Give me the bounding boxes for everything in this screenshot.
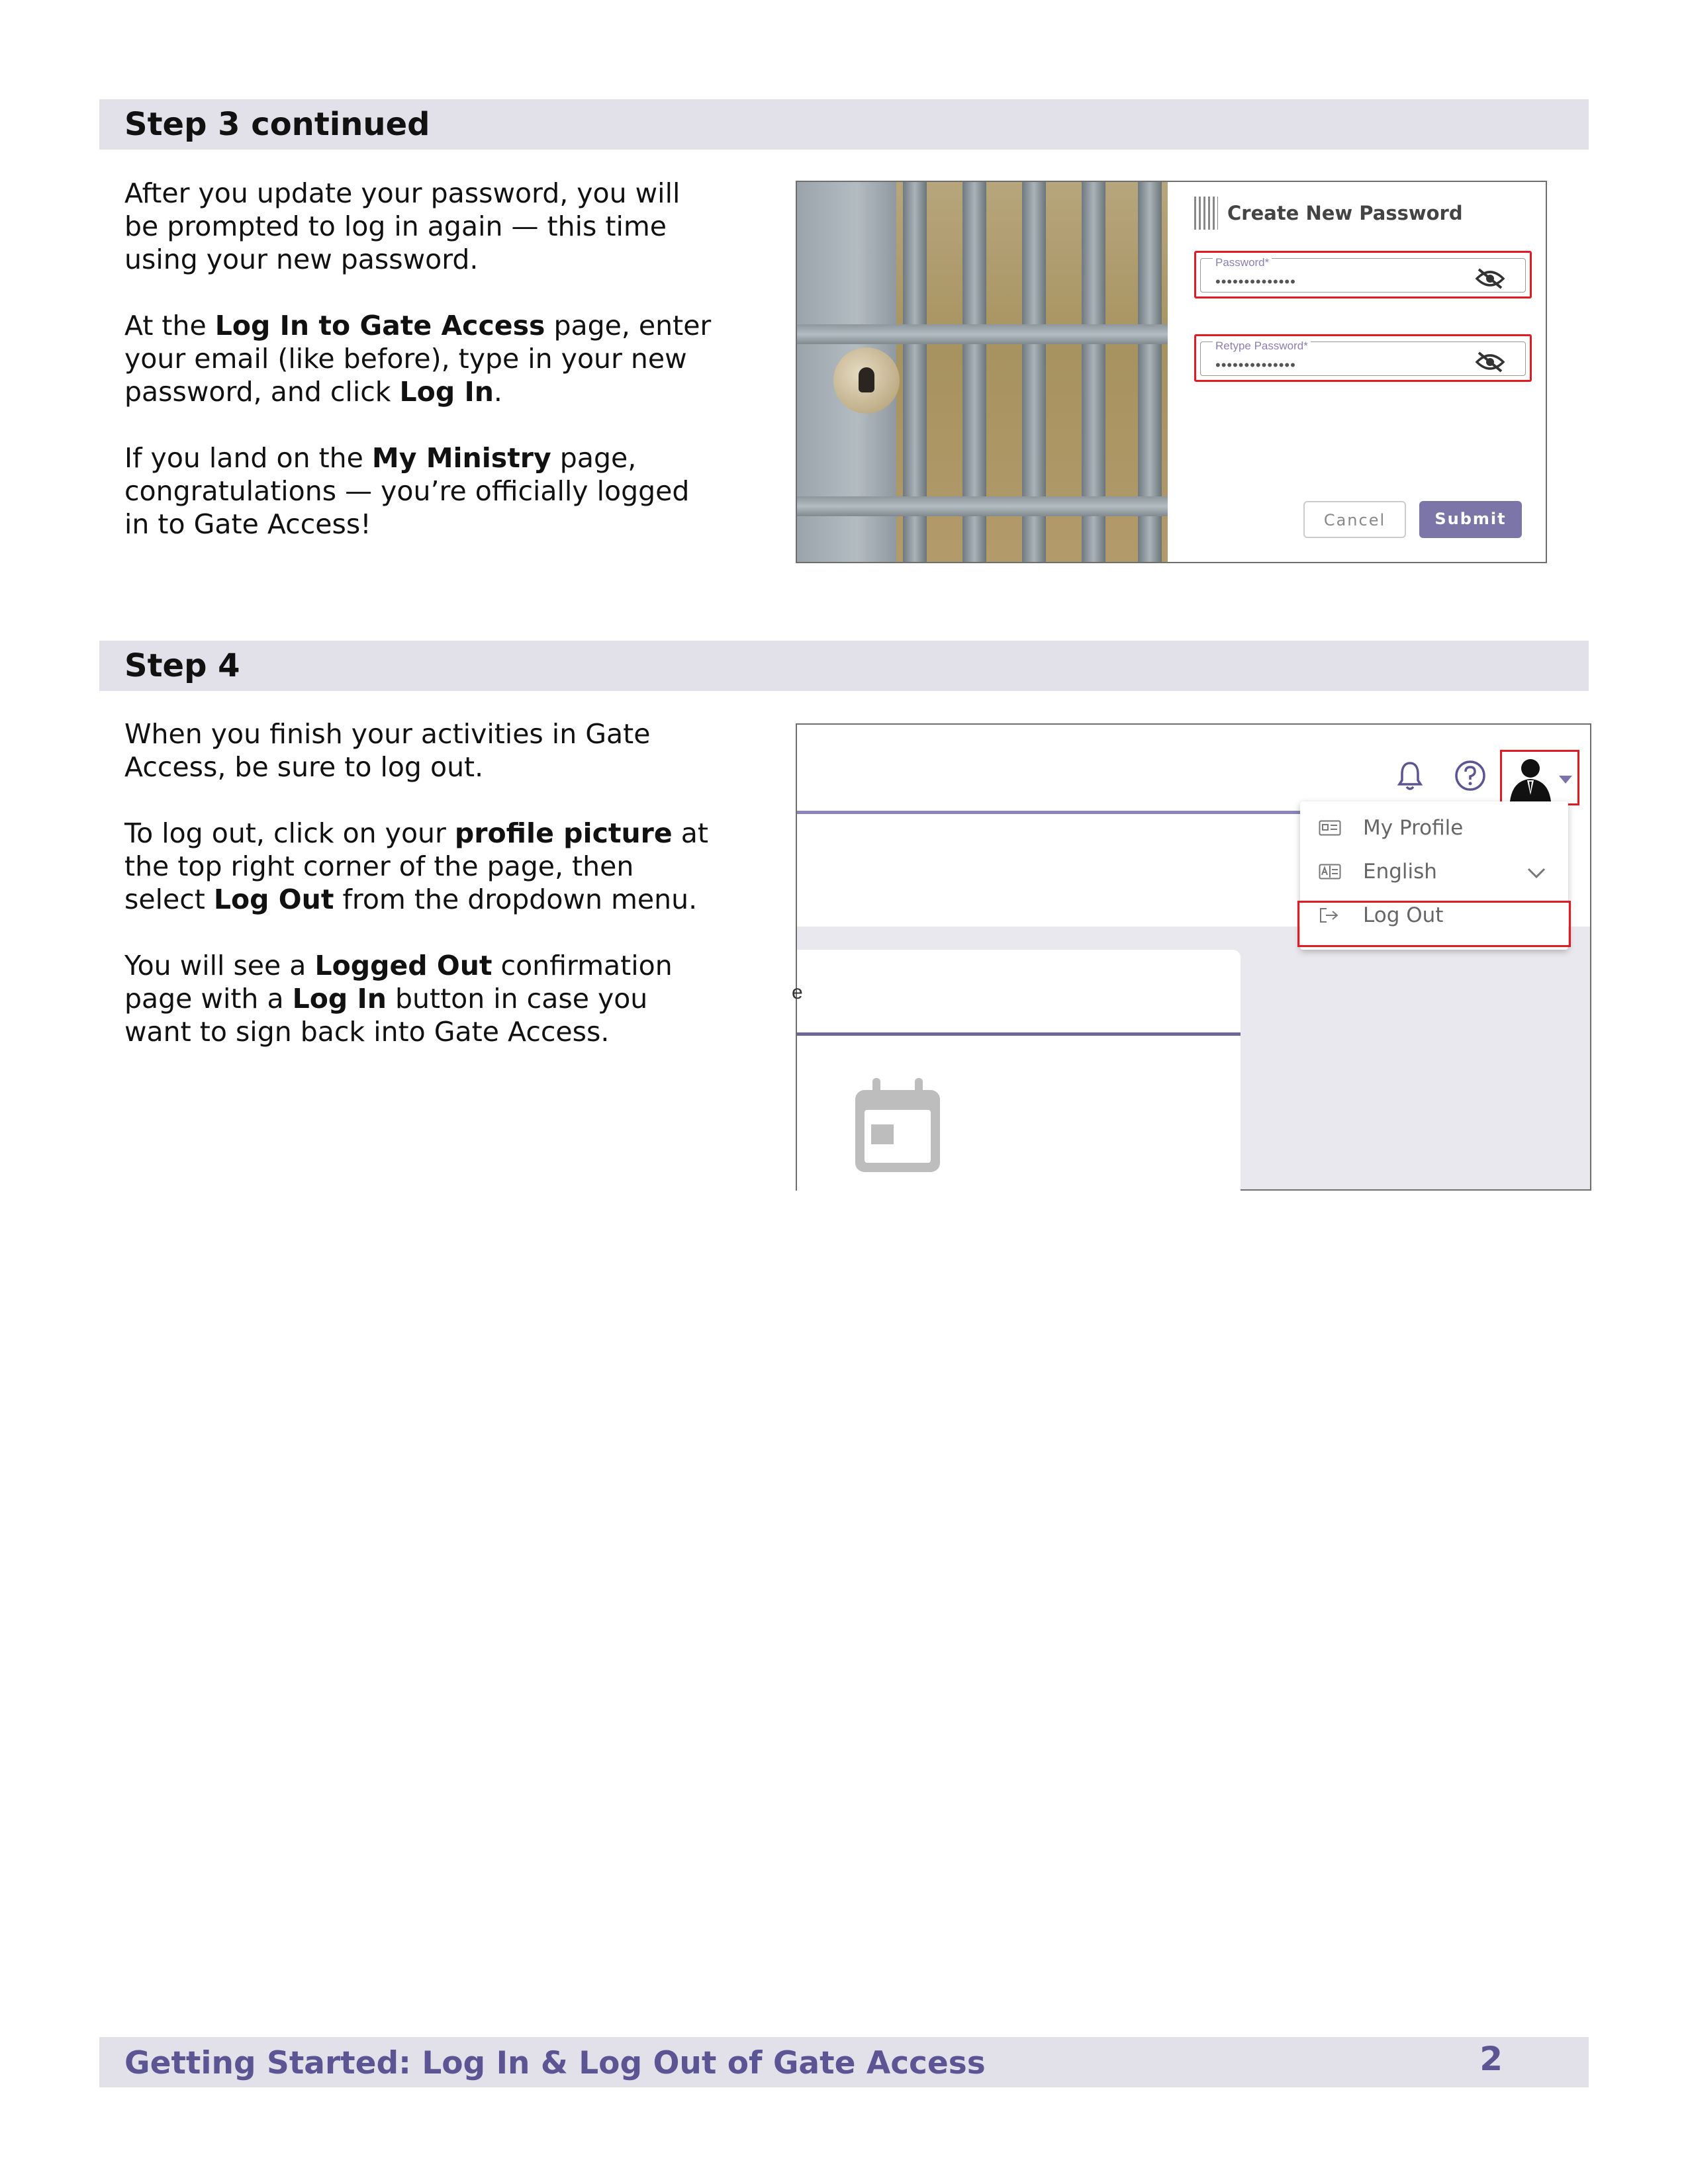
retype-password-field[interactable] (1194, 334, 1532, 382)
step4-heading-band (99, 641, 1589, 691)
submit-button[interactable]: Submit (1419, 501, 1522, 538)
id-card-icon (1319, 820, 1341, 836)
dialog-title: Create New Password (1227, 202, 1463, 224)
step3-paragraph-3 (124, 441, 720, 541)
create-password-screenshot (796, 181, 1547, 563)
step3-paragraph-2 (124, 309, 720, 408)
text-run: confirmation page with a (124, 950, 673, 1015)
password-label: Password* (1213, 256, 1272, 269)
eye-slash-icon[interactable] (1475, 268, 1505, 289)
barcode-logo-icon (1194, 197, 1218, 230)
step4-paragraph-1: When you finish your activities in Gate Access, be sure to log out. (124, 718, 651, 783)
menu-item-label: Log Out (1363, 903, 1444, 927)
footer-title: Getting Started: Log In & Log Out of Gate Access (124, 2045, 986, 2081)
profile-picture-button[interactable] (1500, 750, 1579, 805)
header-underline (797, 811, 1327, 814)
bell-icon[interactable] (1397, 759, 1423, 792)
log-out-highlight (1297, 901, 1571, 947)
logout-menu-screenshot (792, 723, 1591, 1191)
menu-item-my-profile[interactable] (1300, 807, 1568, 850)
menu-item-label: My Profile (1363, 816, 1464, 840)
step3-body (124, 177, 720, 574)
text-run: page, congratulations — you’re officially logged in to Gate Access! (124, 442, 690, 540)
step3-heading: Step 3 continued (124, 106, 430, 143)
text-run: At the (124, 310, 215, 341)
bold-logged-out: Logged Out (314, 950, 492, 981)
eye-slash-icon[interactable] (1475, 351, 1505, 373)
caret-down-icon[interactable] (1559, 776, 1572, 784)
card-underline (797, 1032, 1241, 1036)
page-footer (99, 2037, 1589, 2087)
password-value: •••••••••••••• (1215, 273, 1296, 290)
jail-door-photo (797, 182, 1168, 562)
bold-login-page: Log In to Gate Access (214, 310, 545, 341)
help-icon[interactable] (1454, 759, 1487, 792)
text-run: button in case you want to sign back into Gate Access. (124, 983, 648, 1048)
keyhole (859, 367, 874, 392)
chevron-down-icon[interactable] (1527, 868, 1546, 878)
door-rail (797, 324, 1168, 344)
password-field[interactable] (1194, 251, 1532, 298)
menu-item-english[interactable] (1300, 850, 1568, 894)
step4-paragraph-3 (124, 949, 720, 1048)
text-run: from the dropdown menu. (334, 884, 698, 915)
menu-item-label: English (1363, 860, 1437, 884)
text-run: at the top right corner of the page, then select (124, 817, 708, 915)
bold-my-ministry: My Ministry (371, 442, 551, 474)
text-run: page, enter your email (like before), type in your new password, and click (124, 310, 712, 408)
language-icon (1319, 864, 1341, 880)
password-input[interactable] (1200, 258, 1526, 293)
bold-login: Log In (399, 376, 494, 408)
step4-heading: Step 4 (124, 647, 240, 684)
step4-paragraph-2 (124, 817, 720, 916)
calendar-icon (853, 1075, 943, 1175)
profile-dropdown-menu (1300, 801, 1568, 950)
door-rail (797, 496, 1168, 516)
bold-log-out: Log Out (213, 884, 334, 915)
step3-heading-band (99, 99, 1589, 150)
text-run: You will see a (124, 950, 315, 981)
retype-password-input[interactable] (1200, 341, 1526, 376)
step4-body (124, 717, 720, 1081)
cancel-button[interactable]: Cancel (1303, 501, 1406, 538)
text-run: . (493, 376, 502, 408)
card-cut-text: e (792, 981, 803, 1003)
text-run: If you land on the (124, 442, 372, 474)
page-number: 2 (1479, 2040, 1503, 2078)
lock-plate (833, 347, 900, 414)
create-password-dialog (1168, 182, 1546, 562)
step3-paragraph-1: After you update your password, you will be prompted to log in again — this time using your new password. (124, 177, 680, 275)
retype-password-label: Retype Password* (1213, 340, 1311, 353)
retype-password-value: •••••••••••••• (1215, 357, 1296, 373)
bold-log-in: Log In (292, 983, 387, 1015)
avatar-icon[interactable] (1507, 754, 1554, 802)
text-run: To log out, click on your (124, 817, 455, 849)
bold-profile-picture: profile picture (454, 817, 673, 849)
